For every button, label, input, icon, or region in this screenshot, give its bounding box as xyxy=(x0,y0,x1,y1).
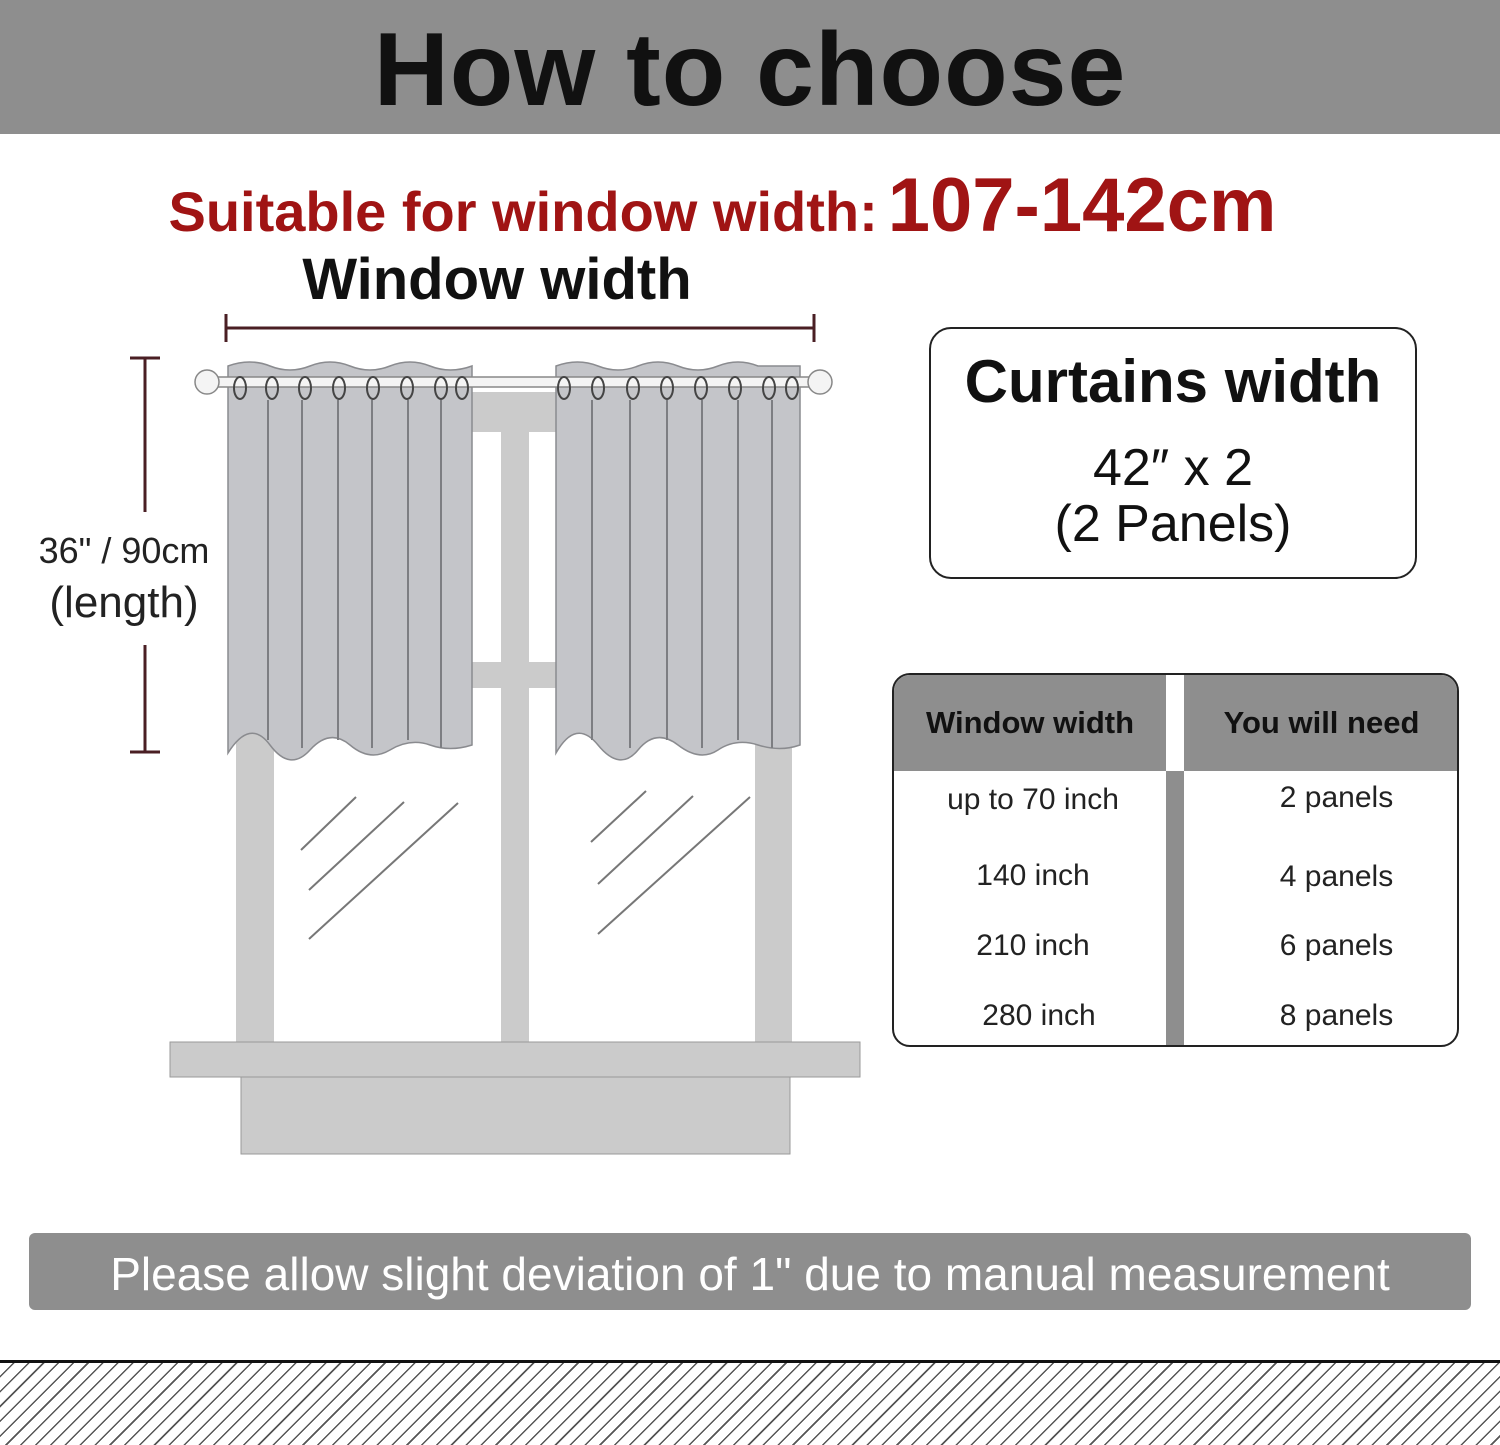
note-text: Please allow slight deviation of 1" due to manual measurement xyxy=(110,1248,1390,1300)
panels-table xyxy=(892,673,1459,1047)
curtains-width-size: 42″ x 2 xyxy=(1092,439,1254,497)
length-size-label: 36" / 90cm xyxy=(38,530,210,571)
table-cell-panels: 6 panels xyxy=(1279,929,1394,962)
suitable-value: 107-142cm xyxy=(887,163,1277,248)
table-header-you-will-need: You will need xyxy=(1223,705,1420,740)
length-label: (length) xyxy=(49,578,199,627)
table-cell-width: 280 inch xyxy=(982,999,1096,1032)
table-cell-panels: 4 panels xyxy=(1279,860,1394,893)
table-cell-width: 210 inch xyxy=(976,929,1090,962)
table-header-window-width: Window width xyxy=(925,705,1135,740)
table-cell-width: up to 70 inch xyxy=(947,783,1119,816)
hatched-footer xyxy=(0,1360,1500,1445)
table-cell-panels: 8 panels xyxy=(1279,999,1394,1032)
table-cell-panels: 2 panels xyxy=(1279,781,1394,814)
curtains-width-title: Curtains width xyxy=(964,348,1382,415)
window-width-label: Window width xyxy=(302,247,692,312)
dimension-arrow-icon xyxy=(226,314,814,342)
note-banner xyxy=(29,1233,1471,1310)
curtain-panel-icon xyxy=(228,362,472,760)
curtains-width-box xyxy=(929,327,1417,579)
curtains-width-panels: (2 Panels) xyxy=(1054,495,1292,553)
table-cell-width: 140 inch xyxy=(976,859,1090,892)
suitable-label: Suitable for window width: xyxy=(168,180,878,243)
curtain-panel-icon xyxy=(556,362,800,760)
page-title: How to choose xyxy=(373,12,1127,128)
